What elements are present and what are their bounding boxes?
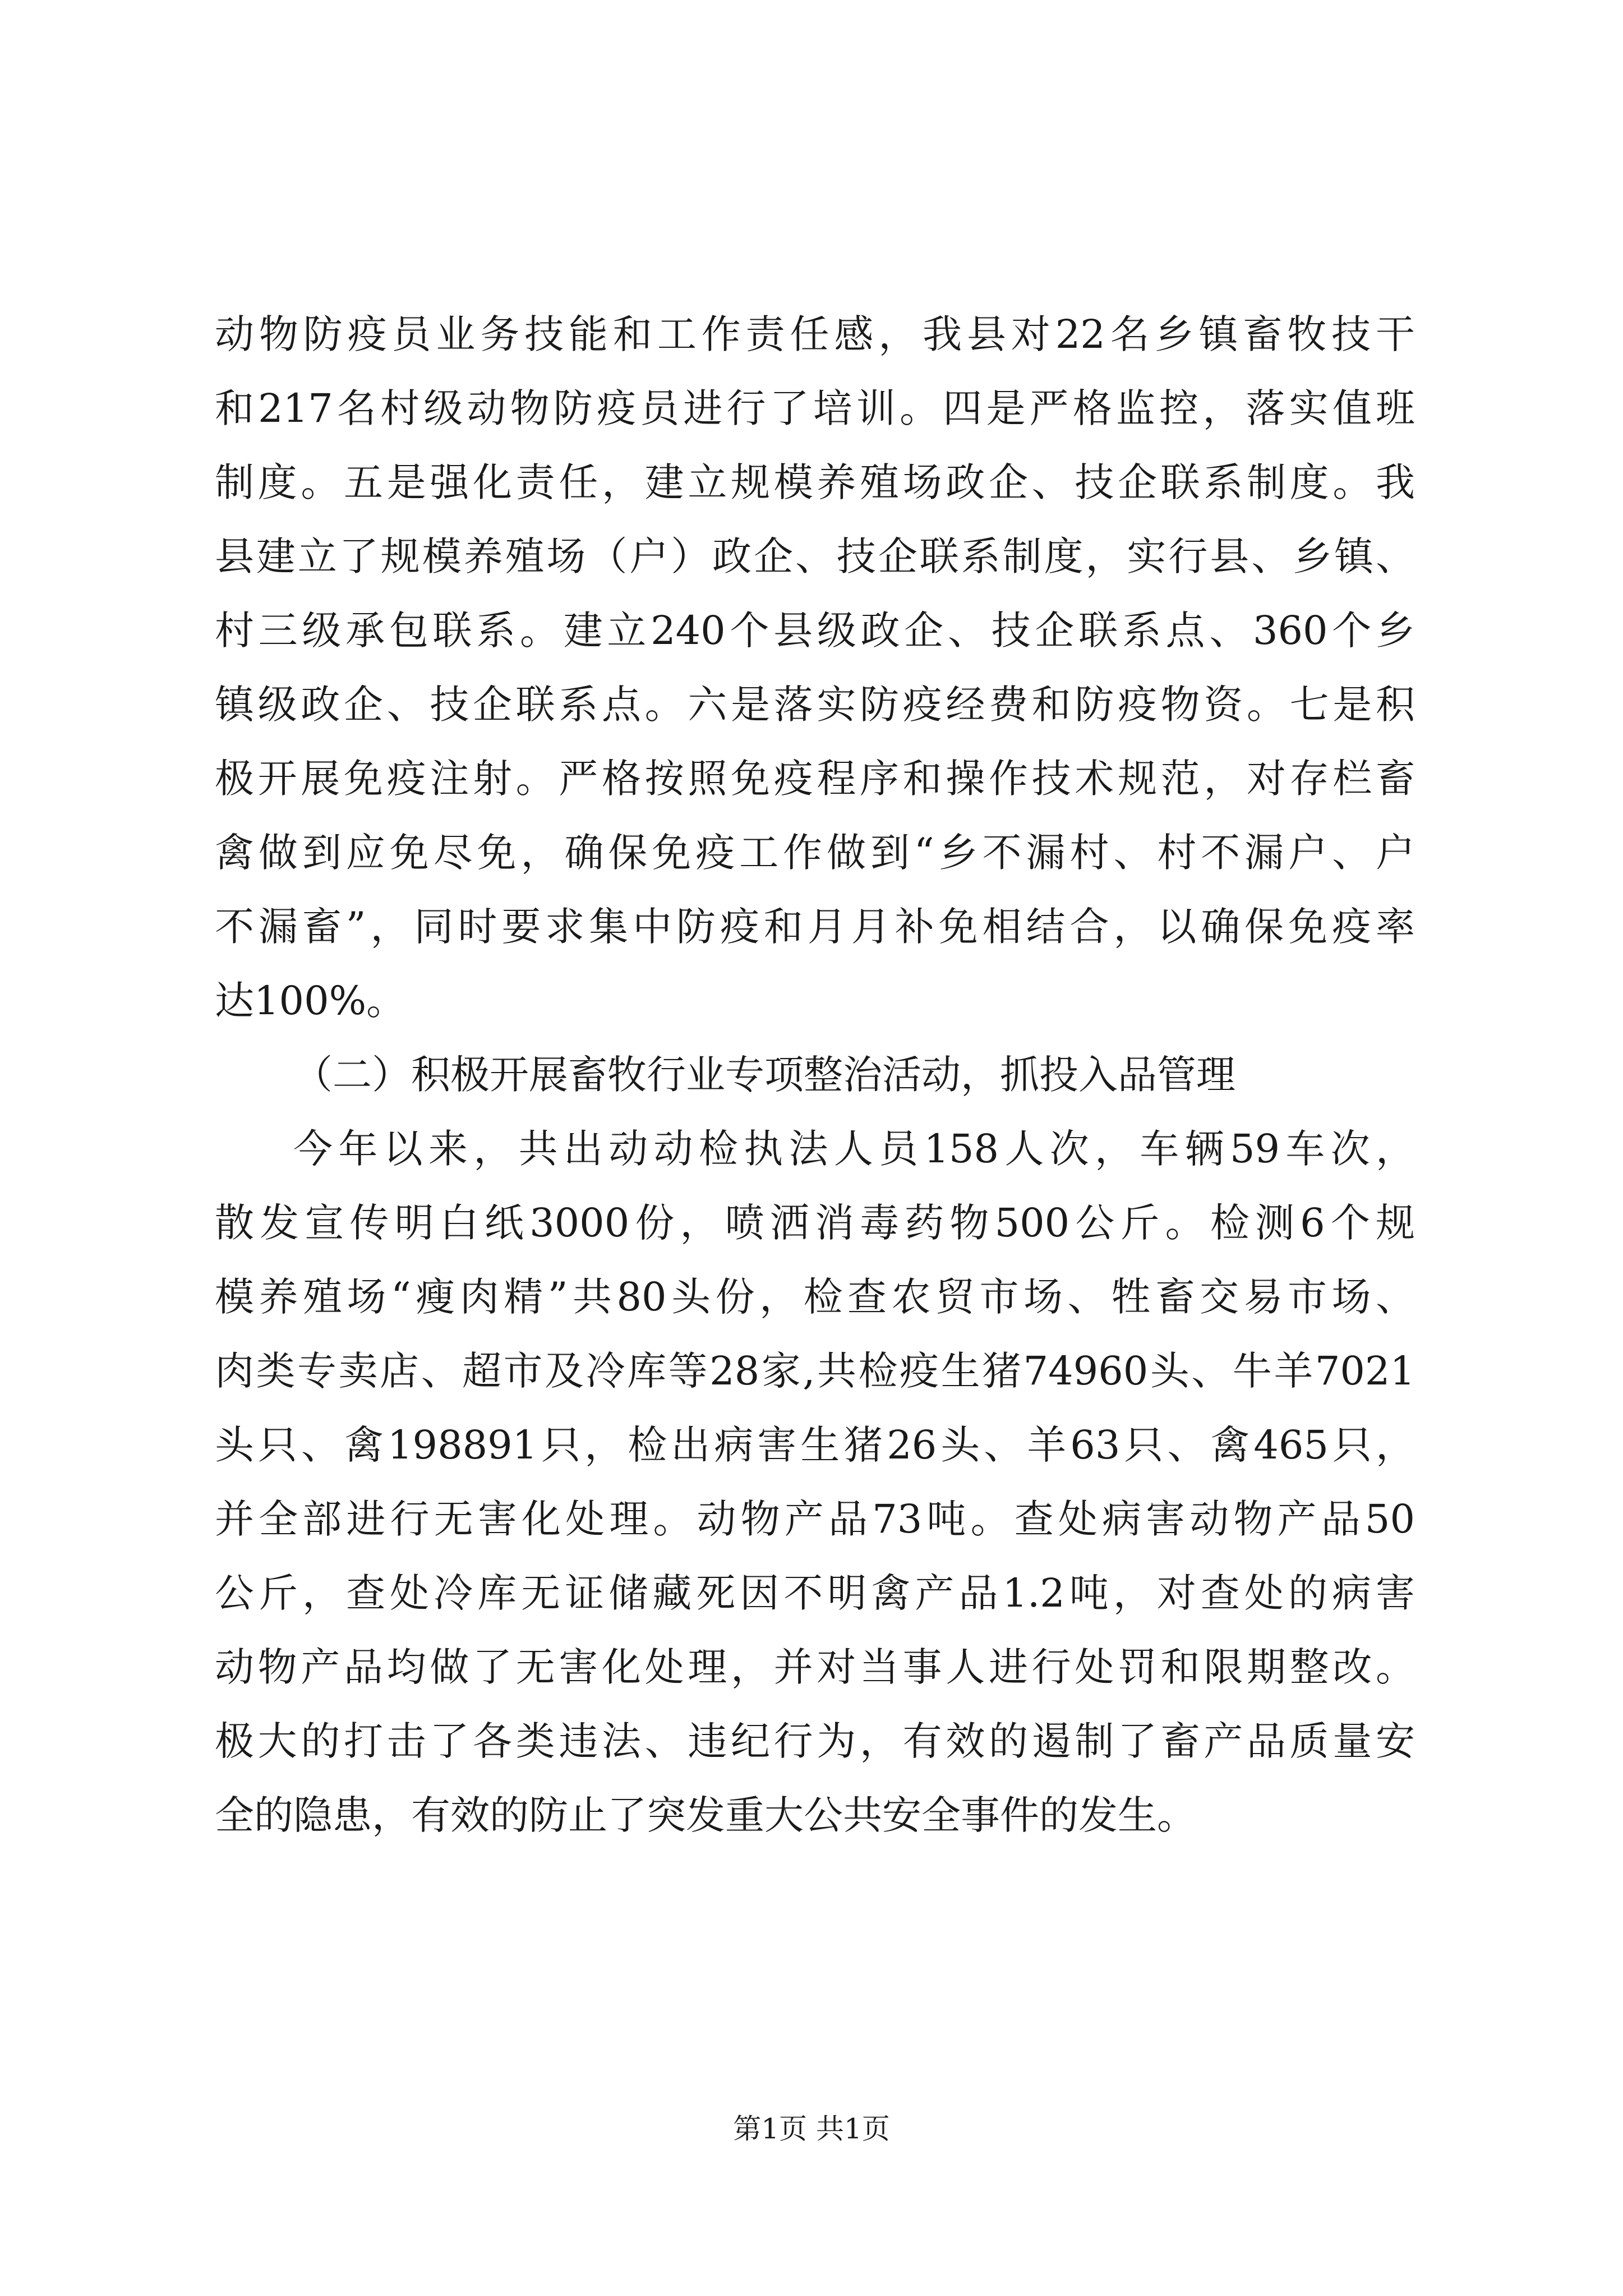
paragraph-line: 和217名村级动物防疫员进行了培训。四是严格监控，落实值班 bbox=[215, 385, 1415, 431]
paragraph-line: 制度。五是强化责任，建立规模养殖场政企、技企联系制度。我 bbox=[215, 459, 1415, 505]
paragraph-line: 极开展免疫注射。严格按照免疫程序和操作技术规范，对存栏畜 bbox=[215, 756, 1415, 802]
paragraph-line: 并全部进行无害化处理。动物产品73吨。查处病害动物产品50 bbox=[215, 1496, 1415, 1542]
paragraph-line: 动物防疫员业务技能和工作责任感，我县对22名乡镇畜牧技干 bbox=[215, 311, 1415, 357]
paragraph-line: 公斤，查处冷库无证储藏死因不明禽产品1.2吨，对查处的病害 bbox=[215, 1570, 1415, 1616]
paragraph-line: 模养殖场“瘦肉精”共80头份，检查农贸市场、牲畜交易市场、 bbox=[215, 1274, 1415, 1320]
document-body bbox=[215, 297, 1415, 1852]
paragraph-line: 肉类专卖店、超市及冷库等28家,共检疫生猪74960头、牛羊7021 bbox=[215, 1348, 1415, 1394]
paragraph-line: 禽做到应免尽免，确保免疫工作做到“乡不漏村、村不漏户、户 bbox=[215, 830, 1415, 876]
section-heading: （二）积极开展畜牧行业专项整治活动，抓投入品管理 bbox=[293, 1052, 1235, 1098]
paragraph-line: 动物产品均做了无害化处理，并对当事人进行处罚和限期整改。 bbox=[215, 1644, 1415, 1690]
paragraph-line: 镇级政企、技企联系点。六是落实防疫经费和防疫物资。七是积 bbox=[215, 682, 1415, 728]
page-number-footer: 第1页 共1页 bbox=[733, 2113, 890, 2145]
paragraph-line: 不漏畜”，同时要求集中防疫和月月补免相结合，以确保免疫率 bbox=[215, 904, 1415, 950]
paragraph-line: 全的隐患，有效的防止了突发重大公共安全事件的发生。 bbox=[215, 1792, 1196, 1838]
paragraph-line: 头只、禽198891只，检出病害生猪26头、羊63只、禽465只， bbox=[215, 1422, 1415, 1468]
paragraph-line: 达100%。 bbox=[215, 978, 406, 1024]
paragraph-line: 今年以来，共出动动检执法人员158人次，车辆59车次， bbox=[293, 1126, 1415, 1172]
paragraph-line: 散发宣传明白纸3000份，喷洒消毒药物500公斤。检测6个规 bbox=[215, 1200, 1415, 1246]
paragraph-line: 村三级承包联系。建立240个县级政企、技企联系点、360个乡 bbox=[215, 608, 1415, 654]
paragraph-line: 极大的打击了各类违法、违纪行为，有效的遏制了畜产品质量安 bbox=[215, 1718, 1415, 1764]
paragraph-line: 县建立了规模养殖场（户）政企、技企联系制度，实行县、乡镇、 bbox=[215, 533, 1415, 579]
